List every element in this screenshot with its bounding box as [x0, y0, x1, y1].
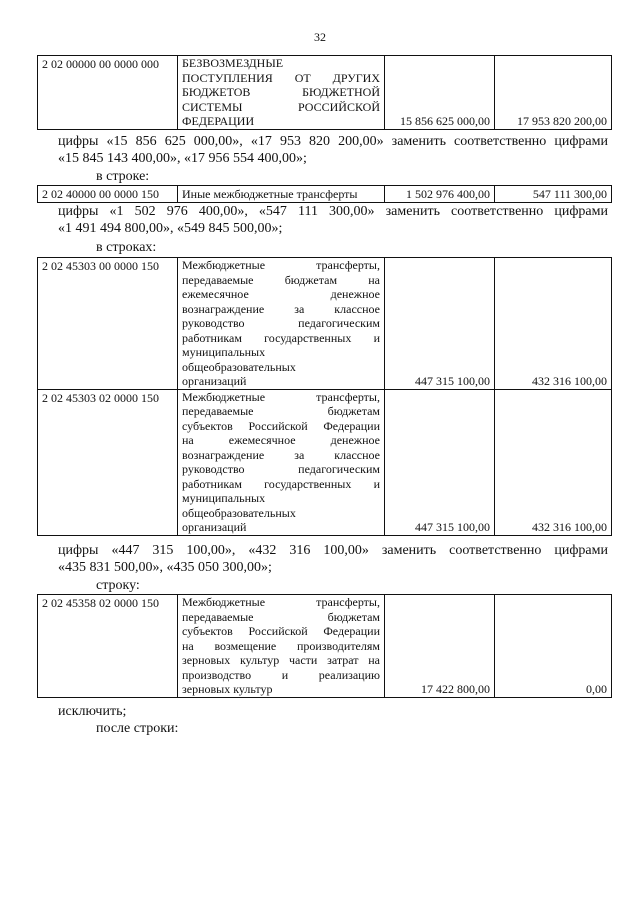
description-line: организаций — [182, 374, 247, 388]
description-line: Межбюджетные трансферты, — [182, 595, 380, 609]
description-line: субъектов Российской Федерации — [182, 418, 380, 433]
description-line: БЕЗВОЗМЕЗДНЫЕ — [182, 56, 284, 70]
description-line: организаций — [182, 520, 247, 534]
amount-year-1: 15 856 625 000,00 — [385, 56, 495, 130]
amount-year-1: 17 422 800,00 — [385, 595, 495, 698]
description-line: на возмещение производителям — [182, 638, 380, 653]
amount-year-1: 1 502 976 400,00 — [385, 186, 495, 203]
paragraph-line: цифры «1 502 976 400,00», «547 111 300,00» заменить соответственно цифрами — [58, 204, 608, 219]
budget-description — [178, 389, 385, 535]
table-row — [38, 186, 612, 203]
budget-table-total — [37, 55, 612, 130]
description-line: субъектов Российской Федерации — [182, 624, 380, 638]
description-line: ежемесячное денежное — [182, 287, 380, 301]
description-line: Межбюджетные трансферты, — [182, 258, 380, 272]
paragraph-line: «1 491 494 800,00», «549 845 500,00»; — [58, 221, 283, 236]
description-line: передаваемые бюджетам — [182, 404, 380, 418]
description-line: муниципальных — [182, 345, 266, 359]
description-line: БЮДЖЕТОВ БЮДЖЕТНОЙ — [182, 85, 380, 99]
description-line: передаваемые бюджетам — [182, 609, 380, 624]
table-row — [38, 258, 612, 390]
label-after-row: после строки: — [96, 721, 179, 736]
description-line: работникам государственных и — [182, 330, 380, 345]
description-line: общеобразовательных — [182, 505, 296, 520]
paragraph-line: цифры «15 856 625 000,00», «17 953 820 200,00» заменить соответственно цифрами — [58, 134, 608, 149]
description-line: зерновых культур — [182, 682, 273, 696]
description-line: руководство педагогическим — [182, 462, 380, 476]
description-line: передаваемые бюджетам на — [182, 272, 380, 287]
amount-year-2: 432 316 100,00 — [495, 258, 612, 390]
budget-description: Иные межбюджетные трансферты — [178, 186, 385, 203]
description-line: муниципальных — [182, 491, 266, 505]
budget-code: 2 02 45358 02 0000 150 — [38, 595, 178, 698]
amendment-paragraph-1 — [58, 133, 608, 167]
amendment-paragraph-3 — [58, 542, 608, 576]
description-line: Межбюджетные трансферты, — [182, 389, 380, 404]
description-line: руководство педагогическим — [182, 316, 380, 330]
budget-table-teacher-rewards — [37, 257, 612, 536]
label-row: строку: — [96, 578, 140, 593]
description-line: ФЕДЕРАЦИИ — [182, 114, 255, 128]
budget-code: 2 02 45303 02 0000 150 — [38, 389, 178, 535]
budget-code: 2 02 45303 00 0000 150 — [38, 258, 178, 390]
paragraph-line: цифры «447 315 100,00», «432 316 100,00» заменить соответственно цифрами — [58, 543, 608, 558]
budget-description — [178, 56, 385, 130]
description-line: СИСТЕМЫ РОССИЙСКОЙ — [182, 99, 380, 114]
description-line: на ежемесячное денежное — [182, 433, 380, 447]
table-row — [38, 389, 612, 535]
description-line: работникам государственных и — [182, 476, 380, 491]
page-number: 32 — [314, 30, 326, 44]
label-in-row: в строке: — [96, 169, 150, 184]
amount-year-2: 17 953 820 200,00 — [495, 56, 612, 130]
description-line: зерновых культур части затрат на — [182, 653, 380, 667]
budget-code: 2 02 00000 00 0000 000 — [38, 56, 178, 130]
paragraph-line: «435 831 500,00», «435 050 300,00»; — [58, 560, 272, 575]
budget-table-other-transfers — [37, 185, 612, 203]
description-line: ПОСТУПЛЕНИЯ ОТ ДРУГИХ — [182, 70, 380, 85]
budget-table-grain-subsidy — [37, 594, 612, 698]
table-row — [38, 56, 612, 130]
description-line: производство и реализацию — [182, 667, 380, 682]
description-line: вознаграждение за классное — [182, 301, 380, 316]
amendment-paragraph-2 — [58, 203, 608, 237]
amount-year-2: 0,00 — [495, 595, 612, 698]
amount-year-1: 447 315 100,00 — [385, 258, 495, 390]
description-line: общеобразовательных — [182, 359, 296, 374]
amount-year-2: 432 316 100,00 — [495, 389, 612, 535]
description-line: вознаграждение за классное — [182, 447, 380, 462]
budget-description — [178, 258, 385, 390]
amount-year-1: 447 315 100,00 — [385, 389, 495, 535]
budget-code: 2 02 40000 00 0000 150 — [38, 186, 178, 203]
label-exclude: исключить; — [58, 704, 127, 719]
budget-description — [178, 595, 385, 698]
table-row — [38, 595, 612, 698]
label-in-rows: в строках: — [96, 240, 157, 255]
amount-year-2: 547 111 300,00 — [495, 186, 612, 203]
paragraph-line: «15 845 143 400,00», «17 956 554 400,00»; — [58, 151, 307, 166]
